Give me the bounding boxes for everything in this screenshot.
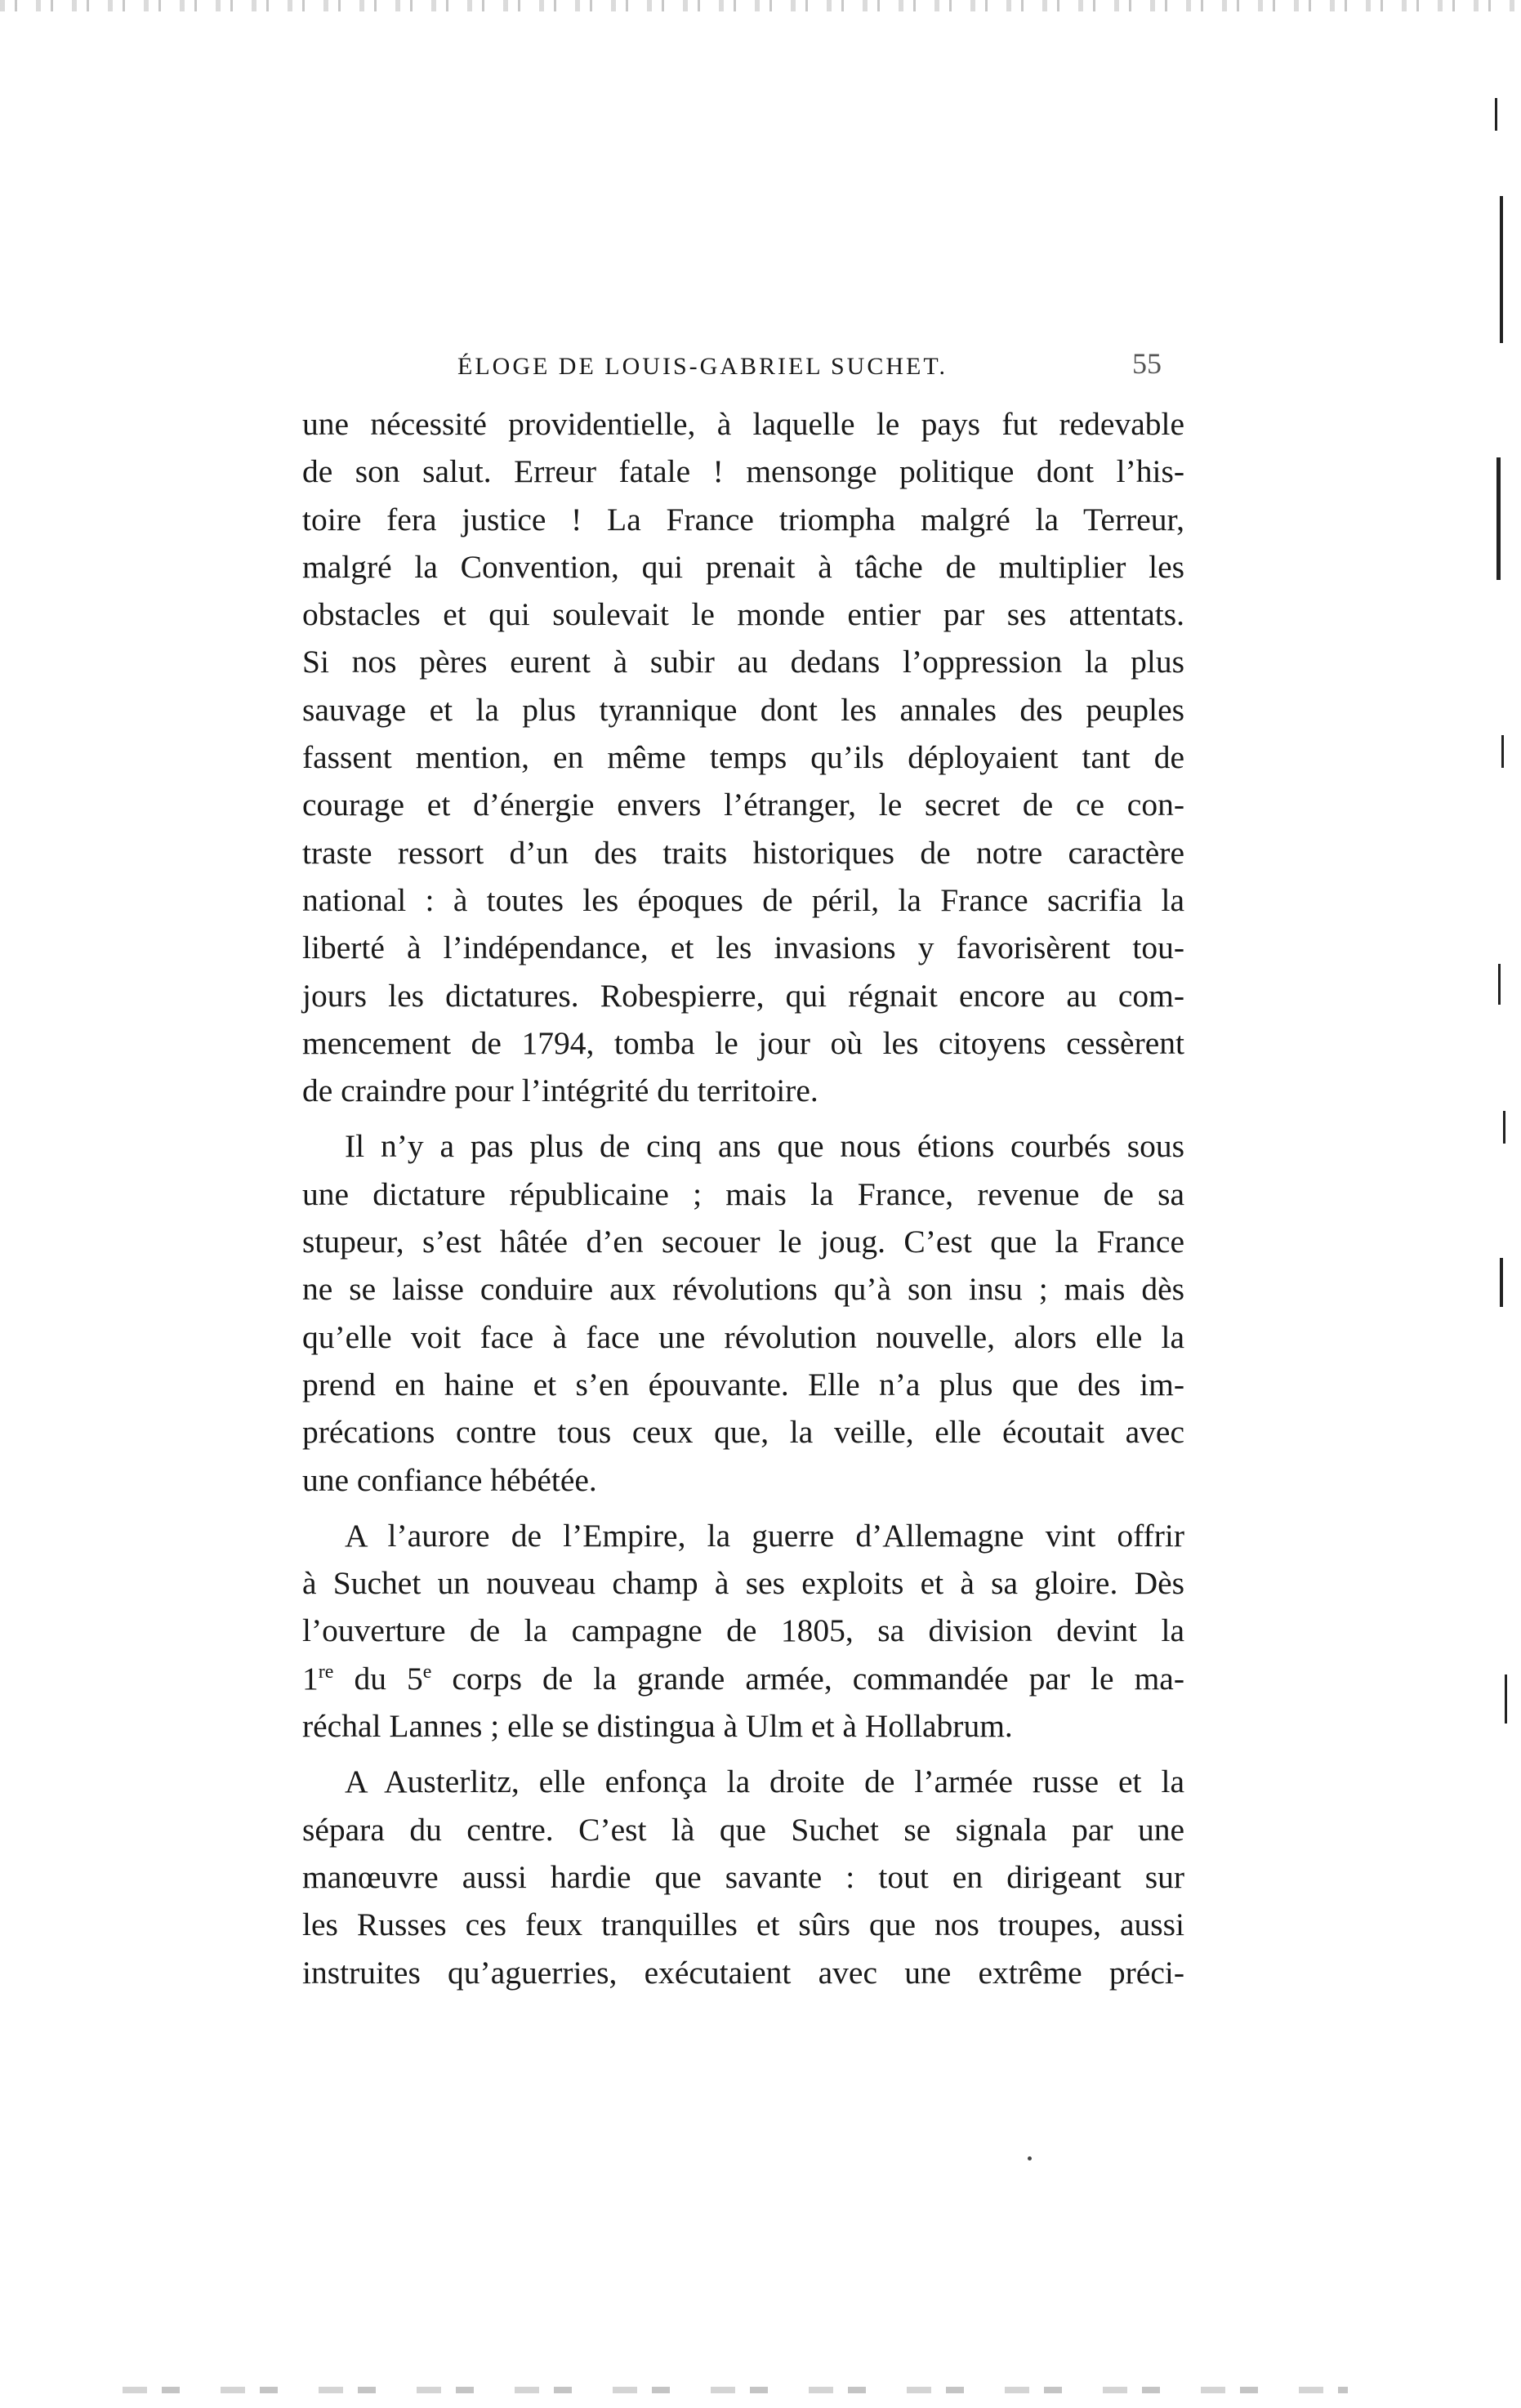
- text-line: fassent mention, en même temps qu’ils déployaient tant de: [302, 739, 1184, 776]
- text-line: sauvage et la plus tyrannique dont les annales des peuples: [302, 691, 1184, 728]
- text-line: stupeur, s’est hâtée d’en secouer le joug. C’est que la France: [302, 1224, 1184, 1260]
- text-line: l’ouverture de la campagne de 1805, sa division devint la: [302, 1612, 1184, 1649]
- text-line: de craindre pour l’intégrité du territoire.: [302, 1072, 818, 1109]
- text-line: qu’elle voit face à face une révolution nouvelle, alors elle la: [302, 1318, 1184, 1355]
- text-line: A Austerlitz, elle enfonça la droite de l’armée russe et la: [345, 1764, 1184, 1800]
- line-segment: du 5: [333, 1660, 423, 1697]
- text-line: manœuvre aussi hardie que savante : tout en dirigeant sur: [302, 1858, 1184, 1895]
- text-line: sépara du centre. C’est là que Suchet se signala par une: [302, 1811, 1184, 1848]
- text-line: précations contre tous ceux que, la veille, elle écoutait avec: [302, 1414, 1184, 1451]
- text-line: à Suchet un nouveau champ à ses exploits et à sa gloire. Dès: [302, 1565, 1184, 1602]
- text-line: jours les dictatures. Robespierre, qui régnait encore au com-: [302, 977, 1184, 1014]
- scan-edge-top: [0, 0, 1521, 11]
- paragraph-1: [302, 400, 1184, 1114]
- line-segment: corps de la grande armée, commandée par le ma-: [431, 1660, 1184, 1697]
- text-line: toire fera justice ! La France triompha malgré la Terreur,: [302, 501, 1184, 537]
- text-line: de son salut. Erreur fatale ! mensonge politique dont l’his-: [302, 453, 1184, 490]
- text-line: Si nos pères eurent à subir au dedans l’oppression la plus: [302, 644, 1184, 680]
- text-line: traste ressort d’un des traits historiques de notre caractère: [302, 834, 1184, 871]
- ordinal-number: 1: [302, 1660, 319, 1697]
- text-line: national : à toutes les époques de péril, la France sacrifia la: [302, 881, 1184, 918]
- scan-edge-bottom: [123, 2387, 1348, 2393]
- text-line: réchal Lannes ; elle se distingua à Ulm et à Hollabrum.: [302, 1708, 1013, 1745]
- text-line: obstacles et qui soulevait le monde entier par ses attentats.: [302, 596, 1184, 633]
- text-line: une nécessité providentielle, à laquelle le pays fut redevable: [302, 406, 1184, 442]
- ink-speck: [1028, 2156, 1032, 2161]
- text-line: courage et d’énergie envers l’étranger, le secret de ce con-: [302, 787, 1184, 823]
- text-line: A l’aurore de l’Empire, la guerre d’Allemagne vint offrir: [345, 1517, 1184, 1554]
- paragraph-2: [302, 1122, 1184, 1503]
- text-line: ne se laisse conduire aux révolutions qu’à son insu ; mais dès: [302, 1271, 1184, 1308]
- text-line: une dictature républicaine ; mais la France, revenue de sa: [302, 1175, 1184, 1212]
- running-head: ÉLOGE DE LOUIS-GABRIEL SUCHET.: [457, 353, 948, 380]
- paragraph-3: [302, 1512, 1184, 1750]
- text-line-corps: [302, 1655, 1184, 1702]
- page-number: 55: [1132, 347, 1162, 380]
- text-line: une confiance hébétée.: [302, 1461, 597, 1498]
- text-line: malgré la Convention, qui prenait à tâche de multiplier les: [302, 548, 1184, 585]
- text-line: mencement de 1794, tomba le jour où les citoyens cessèrent: [302, 1024, 1184, 1061]
- scan-edge-right: [1485, 0, 1518, 2408]
- text-line: instruites qu’aguerries, exécutaient avec une extrême préci-: [302, 1954, 1184, 1991]
- paragraph-4: [302, 1758, 1184, 1996]
- text-line: liberté à l’indépendance, et les invasions y favorisèrent tou-: [302, 930, 1184, 966]
- text-line: Il n’y a pas plus de cinq ans que nous étions courbés sous: [345, 1128, 1184, 1165]
- ordinal-suffix: re: [318, 1661, 334, 1683]
- ordinal-suffix: e: [422, 1661, 432, 1683]
- text-line: prend en haine et s’en épouvante. Elle n’a plus que des im-: [302, 1366, 1184, 1402]
- text-line: les Russes ces feux tranquilles et sûrs que nos troupes, aussi: [302, 1906, 1184, 1943]
- body-text: [302, 400, 1184, 1996]
